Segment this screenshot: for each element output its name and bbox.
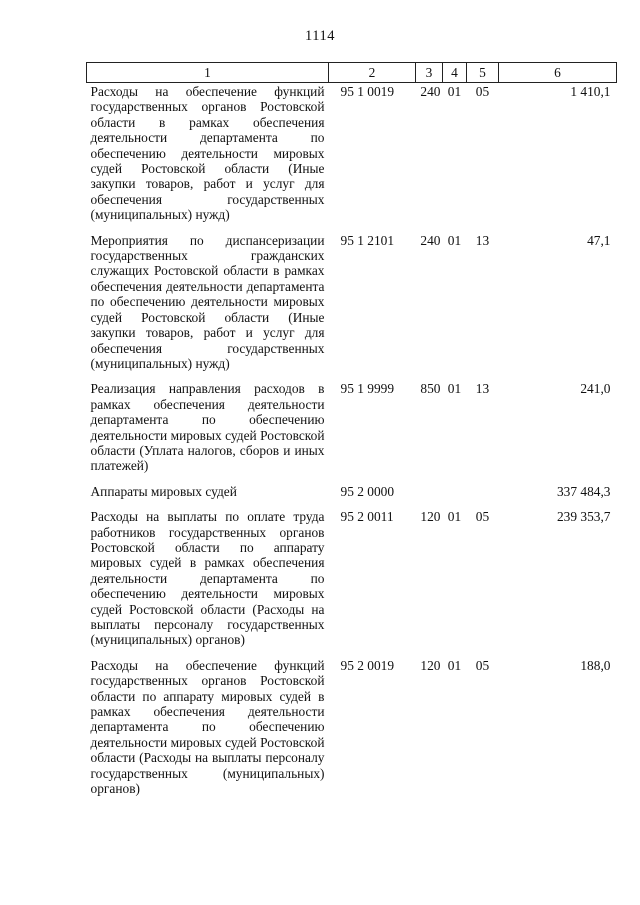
table-row: [87, 83, 617, 232]
table-row: [87, 657, 617, 806]
expense-type-code: 240: [420, 84, 441, 99]
expense-name: Расходы на обеспечение функций государственных органов Ростовской области в рамках обеспечения деятельности департамента по обеспечению деятельности мировых судей Ростовской области (Иные закупки товаров, работ и услуг для обеспечения государственных (муниципальных) нужд): [90, 84, 325, 223]
expense-type-code: 240: [420, 232, 441, 248]
expense-name: Аппараты мировых судей: [90, 483, 237, 499]
column-header: 3: [416, 63, 443, 83]
amount: 188,0: [580, 657, 611, 673]
target-article-code: 95 1 0019: [340, 84, 395, 99]
expense-type-code: [416, 483, 443, 508]
table-row: [87, 232, 617, 381]
section-code: [443, 483, 467, 508]
page-number: 1114: [305, 28, 335, 44]
table-header-row: [87, 63, 617, 83]
expense-name: Расходы на обеспечение функций государственных органов Ростовской области по аппарату мировых судей в рамках обеспечения деятельности департамента по обеспечению деятельности мировых судей Ростовской области (Расходы на выплаты персоналу государственных (муниципальных) органов): [90, 657, 325, 797]
amount: 239 353,7: [556, 509, 611, 525]
target-article-code: 95 2 0019: [340, 657, 395, 673]
budget-table: [86, 62, 617, 805]
subsection-code: 05: [475, 509, 490, 525]
column-header: 6: [499, 63, 617, 83]
expense-type-code: 850: [420, 381, 441, 397]
subsection-code: [467, 483, 499, 508]
subsection-code: 05: [475, 84, 490, 99]
amount: 47,1: [587, 232, 611, 248]
amount: 241,0: [580, 381, 611, 397]
table-row: [87, 483, 617, 508]
column-header: 4: [443, 63, 467, 83]
expense-type-code: 120: [420, 509, 441, 525]
column-header: 2: [329, 63, 416, 83]
section-code: 01: [447, 232, 462, 248]
table-row: [87, 508, 617, 657]
section-code: 01: [447, 381, 462, 397]
column-header: 1: [87, 63, 329, 83]
target-article-code: 95 2 0000: [340, 483, 395, 499]
expense-name: Мероприятия по диспансеризации государственных гражданских служащих Ростовской области в рамках обеспечения деятельности департамента по обеспечению деятельности мировых судей Ростовской области (Иные закупки товаров, работ и услуг для обеспечения государственных (муниципальных) нужд): [90, 232, 325, 371]
section-code: 01: [447, 657, 462, 673]
section-code: 01: [447, 509, 462, 525]
table-row: [87, 380, 617, 482]
target-article-code: 95 1 9999: [340, 381, 395, 397]
amount: 337 484,3: [556, 483, 611, 499]
amount: 1 410,1: [570, 84, 611, 99]
subsection-code: 13: [475, 381, 490, 397]
expense-name: Расходы на выплаты по оплате труда работников государственных органов Ростовской области по аппарату мировых судей в рамках обеспечения деятельности департамента по обеспечению деятельности мировых судей Ростовской области (Расходы на выплаты персоналу государственных (муниципальных) органов): [90, 509, 325, 648]
section-code: 01: [447, 84, 462, 99]
subsection-code: 13: [475, 232, 490, 248]
column-header: 5: [467, 63, 499, 83]
target-article-code: 95 2 0011: [340, 509, 394, 525]
subsection-code: 05: [475, 657, 490, 673]
expense-type-code: 120: [420, 657, 441, 673]
target-article-code: 95 1 2101: [340, 232, 395, 248]
expense-name: Реализация направления расходов в рамках обеспечения деятельности департамента по обеспечению деятельности мировых судей Ростовской области (Уплата налогов, сборов и иных платежей): [90, 381, 325, 474]
